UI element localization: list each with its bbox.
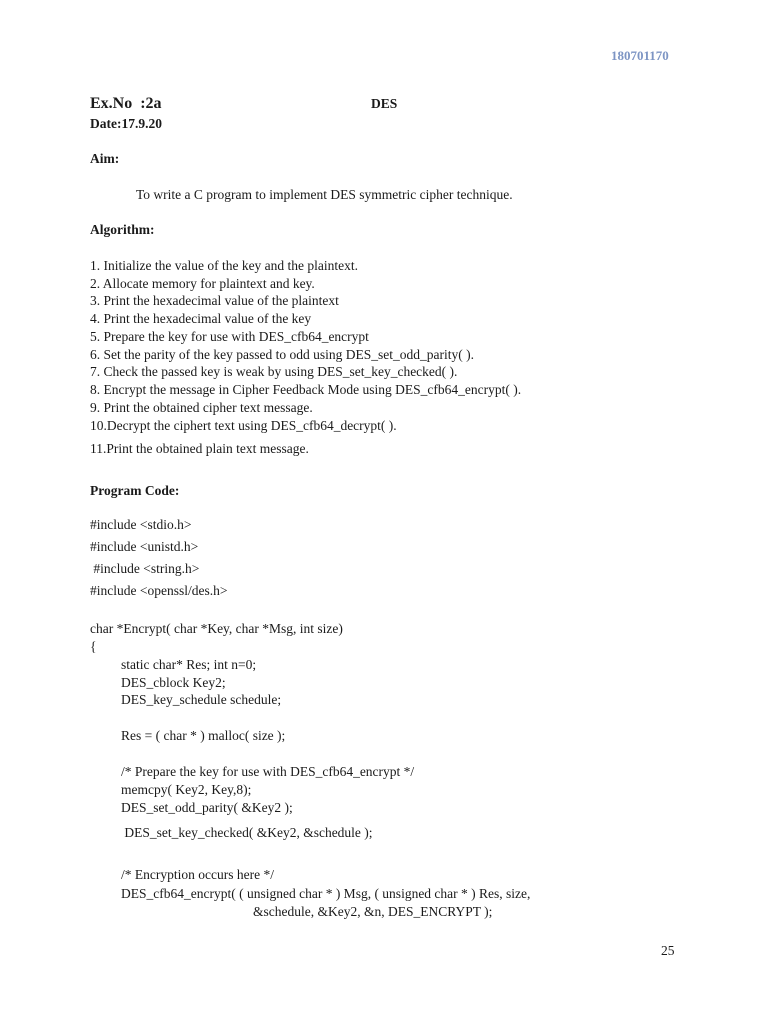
code-line: /* Prepare the key for use with DES_cfb64_encrypt */ bbox=[121, 764, 415, 779]
code-line: DES_set_key_checked( &Key2, &schedule ); bbox=[121, 825, 373, 840]
code-line: #include <unistd.h> bbox=[90, 539, 199, 554]
code-line: #include <string.h> bbox=[90, 561, 200, 576]
code-line: char *Encrypt( char *Key, char *Msg, int size) bbox=[90, 621, 343, 636]
algorithm-step: 2. Allocate memory for plaintext and key. bbox=[90, 276, 315, 291]
algorithm-step: 7. Check the passed key is weak by using DES_set_key_checked( ). bbox=[90, 364, 458, 379]
code-line: DES_set_odd_parity( &Key2 ); bbox=[121, 800, 293, 815]
algorithm-step: 5. Prepare the key for use with DES_cfb64_encrypt bbox=[90, 329, 369, 344]
code-line: memcpy( Key2, Key,8); bbox=[121, 782, 252, 797]
algorithm-step: 6. Set the parity of the key passed to odd using DES_set_odd_parity( ). bbox=[90, 347, 474, 362]
page-number: 25 bbox=[661, 943, 675, 958]
code-line: DES_cfb64_encrypt( ( unsigned char * ) Msg, ( unsigned char * ) Res, size, bbox=[121, 886, 531, 901]
algorithm-heading: Algorithm: bbox=[90, 222, 155, 237]
code-line: #include <openssl/des.h> bbox=[90, 583, 228, 598]
algorithm-step: 3. Print the hexadecimal value of the plaintext bbox=[90, 293, 339, 308]
algorithm-step: 4. Print the hexadecimal value of the key bbox=[90, 311, 312, 326]
aim-text: To write a C program to implement DES symmetric cipher technique. bbox=[136, 187, 513, 202]
code-line: /* Encryption occurs here */ bbox=[121, 867, 274, 882]
algorithm-step: 8. Encrypt the message in Cipher Feedback Mode using DES_cfb64_encrypt( ). bbox=[90, 382, 522, 397]
exercise-date: Date:17.9.20 bbox=[90, 116, 162, 131]
page-title: DES bbox=[371, 96, 398, 111]
code-line: DES_cblock Key2; bbox=[121, 675, 226, 690]
program-heading: Program Code: bbox=[90, 483, 180, 498]
code-line: Res = ( char * ) malloc( size ); bbox=[121, 728, 286, 743]
aim-heading: Aim: bbox=[90, 151, 120, 166]
code-line: { bbox=[90, 639, 97, 654]
code-line: DES_key_schedule schedule; bbox=[121, 692, 282, 707]
code-line: static char* Res; int n=0; bbox=[121, 657, 257, 672]
code-line: &schedule, &Key2, &n, DES_ENCRYPT ); bbox=[253, 904, 493, 919]
algorithm-step: 1. Initialize the value of the key and the plaintext. bbox=[90, 258, 359, 273]
algorithm-step: 9. Print the obtained cipher text message. bbox=[90, 400, 313, 415]
code-line: #include <stdio.h> bbox=[90, 517, 192, 532]
algorithm-step: 11.Print the obtained plain text message. bbox=[90, 441, 309, 456]
roll-number: 180701170 bbox=[611, 48, 669, 63]
exercise-number: Ex.No :2a bbox=[90, 95, 162, 112]
algorithm-step: 10.Decrypt the ciphert text using DES_cfb64_decrypt( ). bbox=[90, 418, 397, 433]
